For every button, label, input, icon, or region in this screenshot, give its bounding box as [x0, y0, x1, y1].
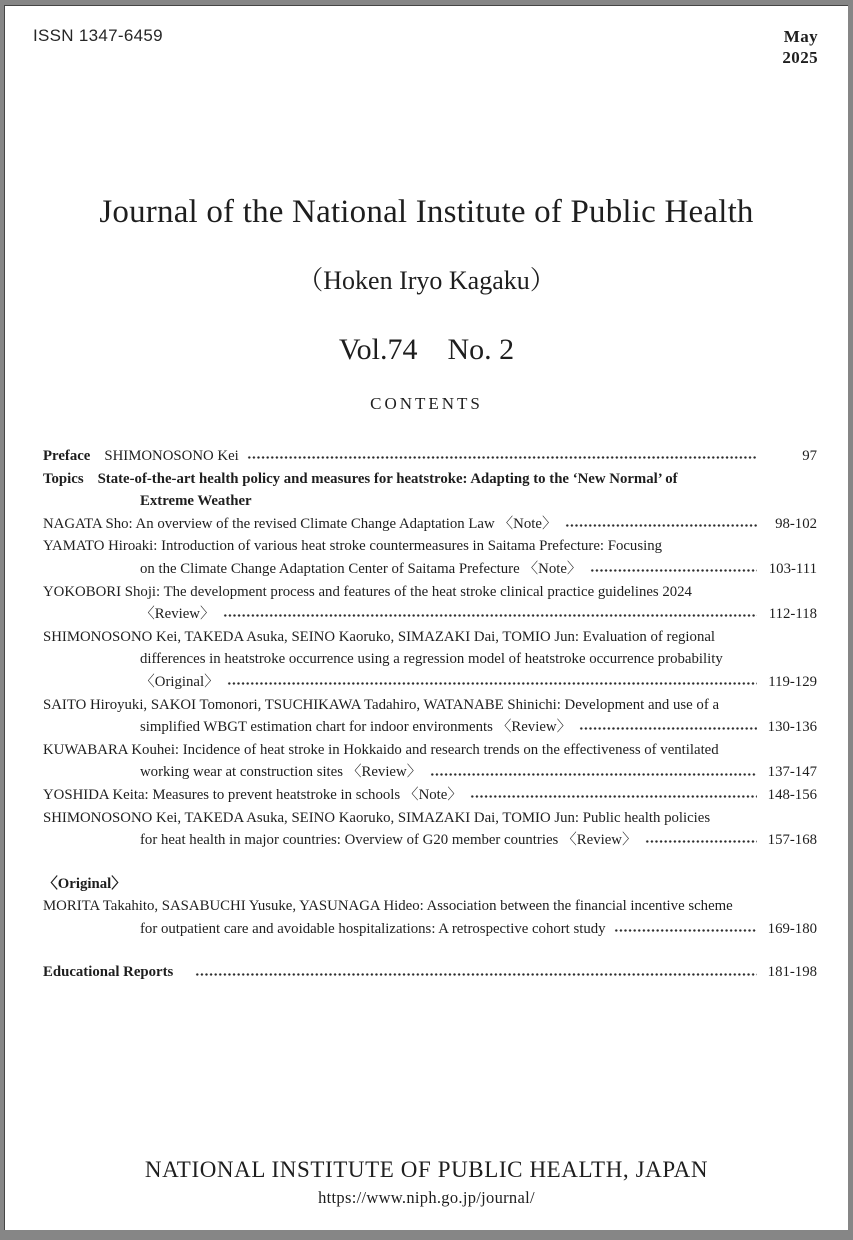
dot-leader — [565, 522, 757, 529]
dot-leader — [227, 680, 757, 687]
toc-page-numbers: 97 — [802, 448, 817, 464]
dot-leader — [470, 793, 757, 800]
toc-entry-text: YOKOBORI Shoji: The development process and features of the heat stroke clinical practice guidelines 2024 — [43, 583, 692, 600]
toc-entry-label: Educational Reports — [43, 964, 174, 981]
toc-row — [43, 829, 817, 852]
toc-entry-text: State-of-the-art health policy and measures for heatstroke: Adapting to the ‘New Normal’ of — [97, 470, 678, 487]
toc-row — [43, 739, 817, 762]
toc-entry-text: 〈Original〉 — [140, 673, 219, 690]
page-header — [5, 6, 848, 68]
journal-subtitle: （Hoken Iryo Kagaku） — [297, 266, 556, 295]
toc-row — [43, 784, 817, 807]
toc-spacer — [43, 940, 817, 961]
dot-leader — [614, 927, 757, 934]
toc-page-numbers: 181-198 — [767, 964, 817, 981]
journal-cover-page — [4, 5, 848, 1230]
toc-entry-text: SHIMONOSONO Kei, TAKEDA Asuka, SEINO Kaoruko, SIMAZAKI Dai, TOMIO Jun: Evaluation of regional — [43, 628, 716, 645]
toc-entry-text: for heat health in major countries: Overview of G20 member countries 〈Review〉 — [140, 832, 637, 849]
toc-entry-text: differences in heatstroke occurrence using a regression model of heatstroke occurrence probability — [140, 651, 723, 668]
toc-page-numbers: 103-111 — [768, 560, 817, 577]
issue-date — [782, 26, 818, 68]
dot-leader — [195, 971, 757, 978]
toc-entry-text: SAITO Hiroyuki, SAKOI Tomonori, TSUCHIKAWA Tadahiro, WATANABE Shinichi: Development and use of a — [43, 696, 720, 713]
toc-entry-text: SHIMONOSONO Kei — [104, 448, 239, 464]
toc-row — [43, 468, 817, 491]
toc-row — [43, 671, 817, 694]
toc-page-numbers: 137-147 — [767, 764, 817, 781]
issue-year: 2025 — [782, 48, 818, 67]
toc-row — [43, 716, 817, 739]
toc-page-numbers: 130-136 — [767, 719, 817, 736]
toc-entry-text: working wear at construction sites 〈Review〉 — [140, 764, 422, 781]
toc-entry-text: 〈Original〉 — [43, 875, 127, 892]
toc-entry-text: MORITA Takahito, SASABUCHI Yusuke, YASUNAGA Hideo: Association between the financial incentive scheme — [43, 898, 733, 915]
toc-entry-text: KUWABARA Kouhei: Incidence of heat stroke in Hokkaido and research trends on the effectiveness of ventilated — [43, 741, 719, 758]
toc-entry-text: SHIMONOSONO Kei, TAKEDA Asuka, SEINO Kaoruko, SIMAZAKI Dai, TOMIO Jun: Public health policies — [43, 809, 711, 826]
toc-page-numbers: 119-129 — [768, 673, 817, 690]
toc-row — [43, 761, 817, 784]
journal-title: Journal of the National Institute of Public Health — [99, 194, 754, 230]
dot-leader — [579, 725, 757, 732]
toc-row — [43, 445, 817, 468]
toc-page-numbers: 157-168 — [767, 832, 817, 849]
toc-row — [43, 895, 817, 918]
toc-entry-text: YOSHIDA Keita: Measures to prevent heatstroke in schools 〈Note〉 — [43, 786, 463, 803]
toc-entry-label: Topics — [43, 470, 84, 487]
toc-spacer — [43, 852, 817, 873]
toc-row — [43, 807, 817, 830]
toc-row — [43, 918, 817, 941]
toc-entry-text: Extreme Weather — [140, 493, 252, 510]
toc-row — [43, 961, 817, 984]
toc-row — [43, 558, 817, 581]
toc-row — [43, 490, 817, 513]
toc-row — [43, 694, 817, 717]
toc-page-numbers: 112-118 — [768, 606, 817, 623]
toc-row — [43, 626, 817, 649]
toc-page-numbers: 148-156 — [767, 786, 817, 803]
masthead — [5, 68, 848, 368]
dot-leader — [430, 771, 758, 778]
journal-url: https://www.niph.go.jp/journal/ — [318, 1188, 535, 1207]
toc-entry-text: on the Climate Change Adaptation Center of Saitama Prefecture 〈Note〉 — [140, 560, 582, 577]
toc-row — [43, 513, 817, 536]
toc-row — [43, 648, 817, 671]
toc-entry-text: simplified WBGT estimation chart for indoor environments 〈Review〉 — [140, 719, 572, 736]
publisher-name: NATIONAL INSTITUTE OF PUBLIC HEALTH, JAPAN — [144, 1157, 709, 1182]
dot-leader — [223, 612, 757, 619]
page-footer — [5, 1157, 848, 1230]
toc-entry-text: 〈Review〉 — [140, 606, 215, 623]
toc-page-numbers: 169-180 — [767, 920, 817, 937]
toc-entry-text: NAGATA Sho: An overview of the revised Climate Change Adaptation Law 〈Note〉 — [43, 515, 557, 532]
issue-month: May — [783, 27, 818, 46]
toc-row — [43, 581, 817, 604]
toc-row — [43, 603, 817, 626]
toc-entry-text: YAMATO Hiroaki: Introduction of various heat stroke countermeasures in Saitama Prefecture: Focusing — [43, 538, 662, 555]
contents-heading: CONTENTS — [370, 394, 483, 413]
toc-entry-label: Preface — [43, 448, 91, 464]
toc-page-numbers: 98-102 — [775, 515, 817, 532]
volume-number: Vol.74 No. 2 — [338, 333, 515, 366]
dot-leader — [645, 838, 757, 845]
table-of-contents — [5, 445, 848, 984]
issn-number: ISSN 1347-6459 — [33, 26, 163, 45]
dot-leader — [590, 567, 757, 574]
toc-row — [43, 873, 817, 896]
toc-entry-text: for outpatient care and avoidable hospitalizations: A retrospective cohort study — [140, 920, 606, 937]
toc-row — [43, 535, 817, 558]
dot-leader — [247, 454, 757, 461]
